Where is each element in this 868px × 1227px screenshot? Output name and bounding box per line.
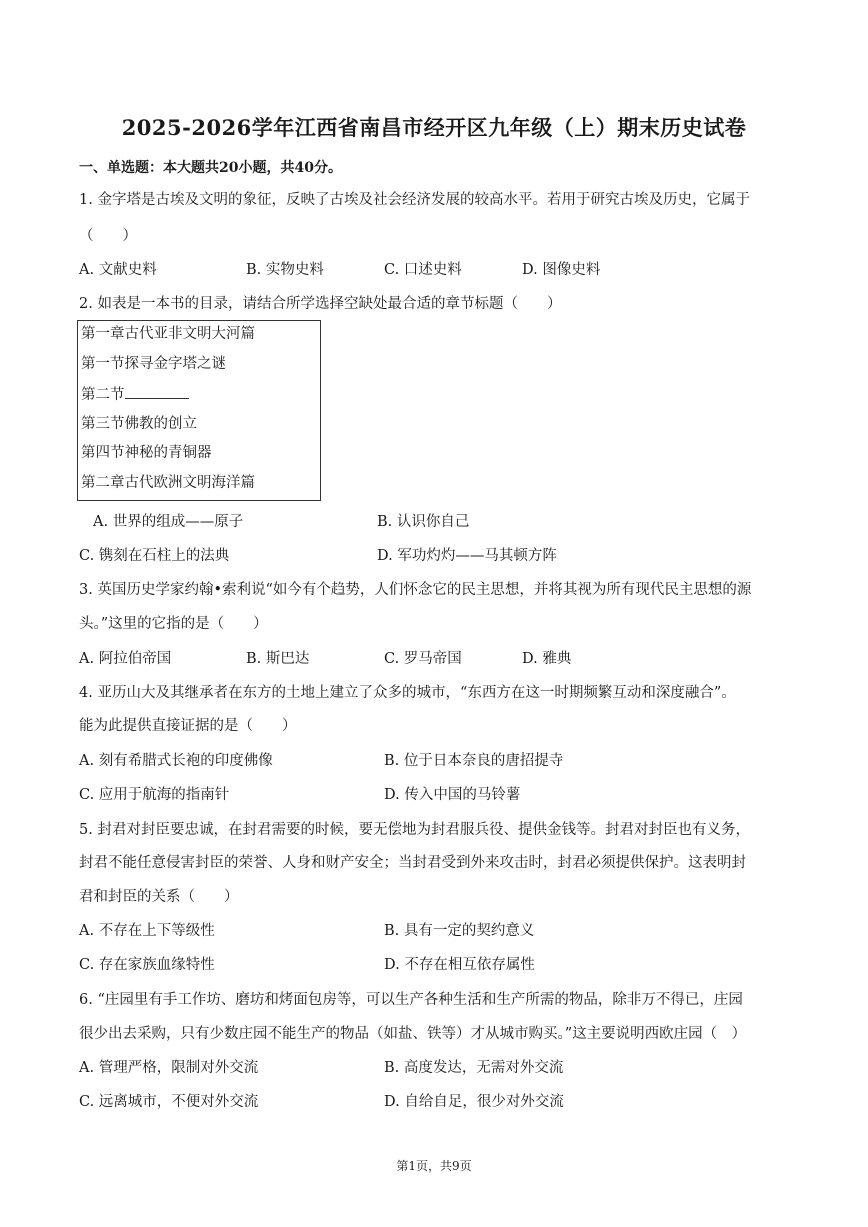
q3-option-d: D. 雅典 (522, 651, 572, 667)
exam-title: 2025-2026学年江西省南昌市经开区九年级（上）期末历史试卷 (121, 115, 747, 140)
q5-option-b: B. 具有一定的契约意义 (384, 923, 535, 939)
section-heading: 一、单选题：本大题共20小题，共40分。 (79, 160, 342, 176)
page-number: 第1页，共9页 (396, 1159, 472, 1173)
q5-option-c: C. 存在家族血缘特性 (79, 957, 215, 973)
toc-row-label: 第二节 (81, 387, 125, 403)
toc-row: 第四节神秘的青铜器 (81, 445, 212, 461)
q2-stem: 2. 如表是一本书的目录，请结合所学选择空缺处最合适的章节标题（ ） (79, 296, 562, 312)
q1-option-d: D. 图像史料 (522, 262, 601, 278)
toc-row: 第三节佛教的创立 (81, 416, 197, 432)
q4-option-c: C. 应用于航海的指南针 (79, 787, 230, 803)
q1-stem-line2: （ ） (79, 228, 137, 244)
q6-option-a: A. 管理严格，限制对外交流 (79, 1060, 259, 1076)
q1-option-c: C. 口述史料 (384, 262, 462, 278)
q5-stem-line1: 5. 封君对封臣要忠诚，在封君需要的时候，要无偿地为封君服兵役、提供金钱等。封君对封臣也有义务， (79, 822, 750, 838)
q4-option-d: D. 传入中国的马铃薯 (384, 787, 521, 803)
q4-stem-line2: 能为此提供直接证据的是（ ） (79, 718, 297, 734)
q4-option-a: A. 刻有希腊式长袍的印度佛像 (79, 753, 273, 769)
q4-stem-line1: 4. 亚历山大及其继承者在东方的土地上建立了众多的城市，“东西方在这一时期频繁互动和深度融合”。 (79, 685, 736, 701)
q6-option-c: C. 远离城市，不便对外交流 (79, 1094, 259, 1110)
q3-option-c: C. 罗马帝国 (384, 651, 462, 667)
toc-row: 第二章古代欧洲文明海洋篇 (81, 475, 255, 491)
q3-option-b: B. 斯巴达 (246, 651, 310, 667)
toc-row-blank (81, 384, 189, 405)
q5-stem-line2: 封君不能任意侵害封臣的荣誉、人身和财产安全；当封君受到外来攻击时，封君必须提供保护。这表明封 (79, 855, 746, 871)
blank-line (125, 384, 189, 399)
q5-option-a: A. 不存在上下等级性 (79, 923, 215, 939)
q4-option-b: B. 位于日本奈良的唐招提寺 (384, 753, 564, 769)
q2-option-b: B. 认识你自己 (377, 514, 470, 530)
q5-option-d: D. 不存在相互依存属性 (384, 957, 535, 973)
q5-stem-line3: 君和封臣的关系（ ） (79, 889, 239, 905)
q6-option-b: B. 高度发达，无需对外交流 (384, 1060, 564, 1076)
q3-stem-line1: 3. 英国历史学家约翰•索利说“如今有个趋势，人们怀念它的民主思想，并将其视为所有现代民主思想的源 (79, 582, 752, 598)
toc-row: 第一节探寻金字塔之谜 (81, 356, 226, 372)
q2-option-d: D. 军功灼灼——马其顿方阵 (377, 548, 557, 564)
q3-stem-line2: 头。”这里的它指的是（ ） (79, 616, 268, 632)
q1-option-a: A. 文献史料 (79, 262, 157, 278)
q2-option-c: C. 镌刻在石柱上的法典 (79, 548, 230, 564)
q3-option-a: A. 阿拉伯帝国 (79, 651, 172, 667)
q1-option-b: B. 实物史料 (246, 262, 324, 278)
q2-option-a: A. 世界的组成——原子 (93, 514, 244, 530)
q1-stem-line1: 1. 金字塔是古埃及文明的象征，反映了古埃及社会经济发展的较高水平。若用于研究古埃及历史，它属于 (79, 192, 750, 208)
table-of-contents (77, 320, 321, 501)
q6-option-d: D. 自给自足，很少对外交流 (384, 1094, 564, 1110)
q6-stem-line2: 很少出去采购，只有少数庄园不能生产的物品（如盐、铁等）才从城市购买。”这主要说明西欧庄园（ ） (79, 1026, 747, 1042)
toc-row: 第一章古代亚非文明大河篇 (81, 326, 255, 342)
q6-stem-line1: 6. “庄园里有手工作坊、磨坊和烤面包房等，可以生产各种生活和生产所需的物品，除非万不得已，庄园 (79, 992, 743, 1008)
